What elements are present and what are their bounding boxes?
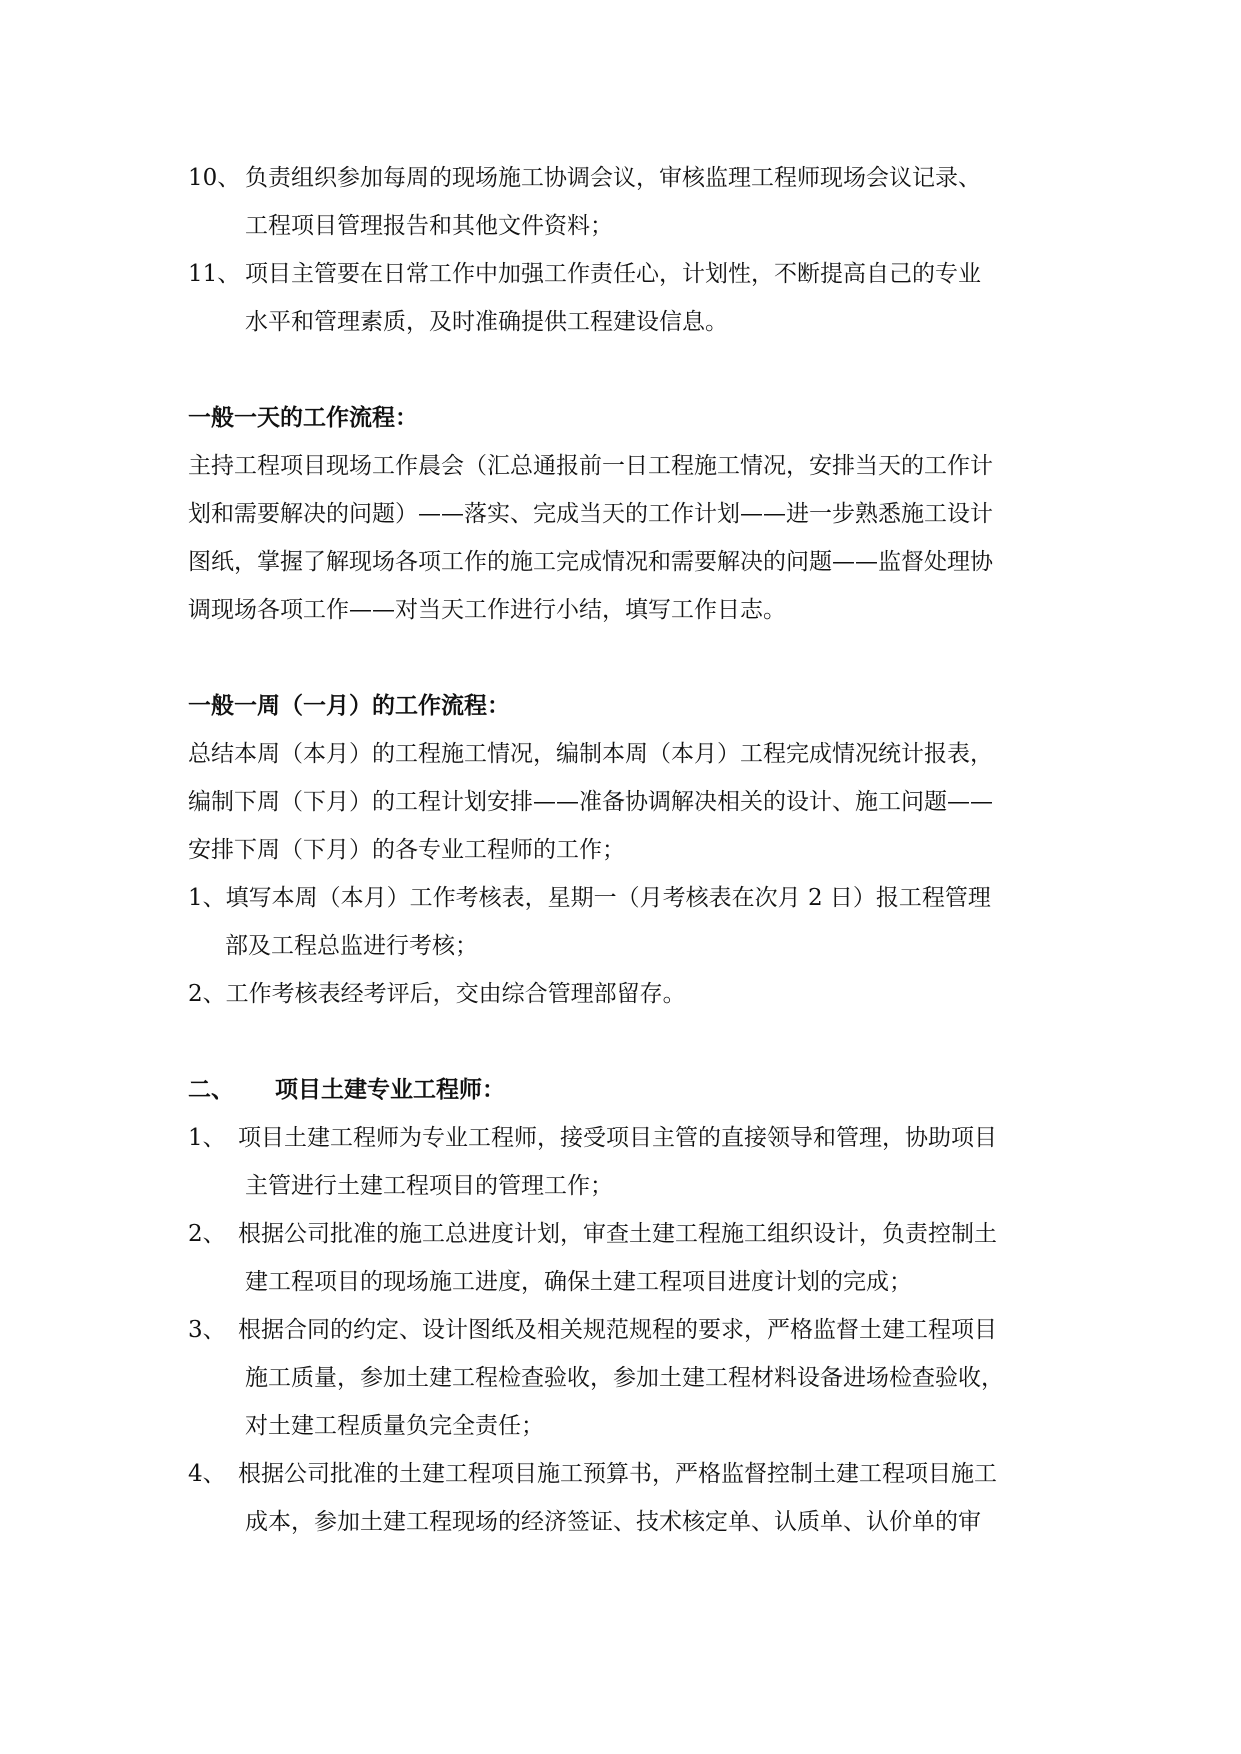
paragraph-line: 主持工程项目现场工作晨会（汇总通报前一日工程施工情况，安排当天的工作计 (188, 453, 993, 479)
list-item-text: 根据合同的约定、设计图纸及相关规范规程的要求，严格监督土建工程项目 (238, 1317, 997, 1343)
list-number: 4、 (188, 1461, 226, 1487)
list-item-text: 部及工程总监进行考核； (225, 933, 478, 959)
section-heading: 项目土建专业工程师： (275, 1076, 505, 1103)
list-item-text: 主管进行土建工程项目的管理工作； (245, 1173, 613, 1199)
list-item-text: 对土建工程质量负完全责任； (245, 1413, 544, 1439)
list-item-text: 项目土建工程师为专业工程师，接受项目主管的直接领导和管理，协助项目 (238, 1125, 997, 1151)
section-heading: 一般一周（一月）的工作流程： (188, 692, 510, 719)
list-item-text: 水平和管理素质，及时准确提供工程建设信息。 (245, 309, 728, 335)
list-item-text: 施工质量，参加土建工程检查验收，参加土建工程材料设备进场检查验收， (245, 1365, 1004, 1391)
paragraph-line: 安排下周（下月）的各专业工程师的工作； (188, 837, 625, 863)
list-item-text: 项目主管要在日常工作中加强工作责任心，计划性，不断提高自己的专业 (245, 261, 981, 287)
paragraph-line: 编制下周（下月）的工程计划安排——准备协调解决相关的设计、施工问题—— (188, 789, 993, 815)
list-number: 1、 (188, 1125, 226, 1151)
list-number: 3、 (188, 1317, 226, 1343)
paragraph-line: 调现场各项工作——对当天工作进行小结，填写工作日志。 (188, 597, 786, 623)
list-number: 10、 (188, 165, 241, 191)
list-number: 2、 (188, 1221, 226, 1247)
paragraph-line: 图纸，掌握了解现场各项工作的施工完成情况和需要解决的问题——监督处理协 (188, 549, 993, 575)
section-number: 二、 (188, 1076, 234, 1103)
list-item-text: 根据公司批准的施工总进度计划，审查土建工程施工组织设计，负责控制土 (238, 1221, 997, 1247)
list-number: 11、 (188, 261, 241, 287)
list-item-text: 根据公司批准的土建工程项目施工预算书，严格监督控制土建工程项目施工 (238, 1461, 997, 1487)
list-item-text: 建工程项目的现场施工进度，确保土建工程项目进度计划的完成； (245, 1269, 912, 1295)
list-item-text: 1、填写本周（本月）工作考核表，星期一（月考核表在次月 2 日）报工程管理 (188, 885, 991, 911)
list-item-text: 工程项目管理报告和其他文件资料； (245, 213, 613, 239)
paragraph-line: 划和需要解决的问题）——落实、完成当天的工作计划——进一步熟悉施工设计 (188, 501, 993, 527)
list-item-text: 成本，参加土建工程现场的经济签证、技术核定单、认质单、认价单的审 (245, 1509, 981, 1535)
list-item-text: 2、工作考核表经考评后，交由综合管理部留存。 (188, 981, 686, 1007)
paragraph-line: 总结本周（本月）的工程施工情况，编制本周（本月）工程完成情况统计报表， (188, 741, 993, 767)
list-item-text: 负责组织参加每周的现场施工协调会议，审核监理工程师现场会议记录、 (245, 165, 981, 191)
section-heading: 一般一天的工作流程： (188, 404, 418, 431)
